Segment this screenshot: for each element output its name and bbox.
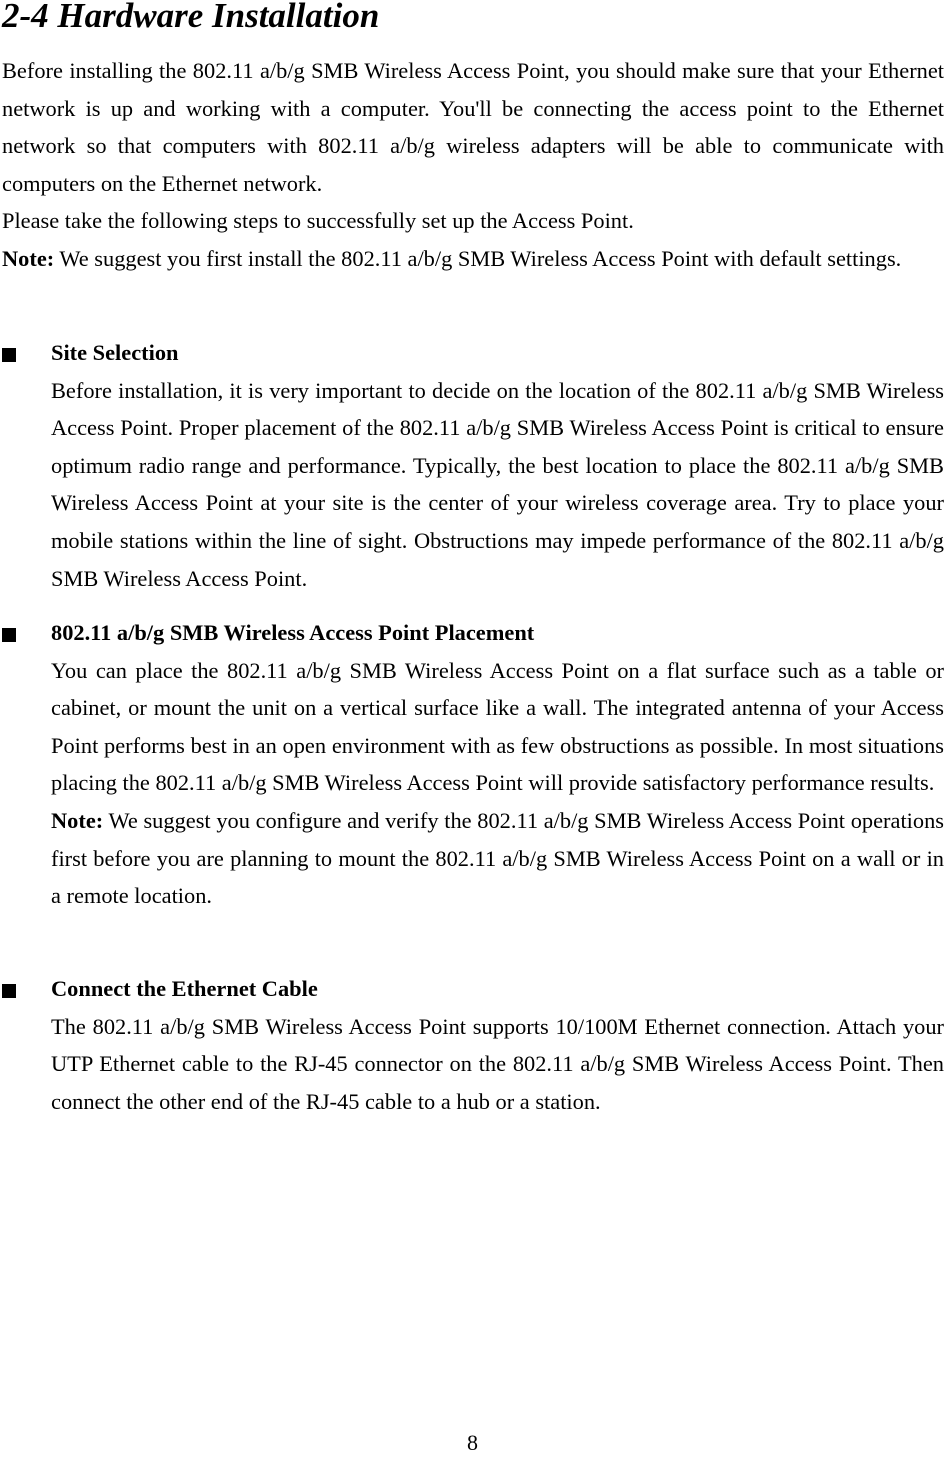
square-bullet-icon: [2, 348, 16, 362]
intro-paragraph: Before installing the 802.11 a/b/g SMB Wireless Access Point, you should make sure that your Ethernet network is up and working with a computer. You'll be connecting the access point to the Ethernet network so that computers with 802.11 a/b/g wireless adapters will be able to communicate with computers on the Ethernet network.: [2, 58, 944, 196]
section-paragraph: You can place the 802.11 a/b/g SMB Wireless Access Point on a flat surface such as a table or cabinet, or mount the unit on a vertical surface like a wall. The integrated antenna of your Access Point performs best in an open environment with as few obstructions as possible. In most situations placing the 802.11 a/b/g SMB Wireless Access Point will provide satisfactory performance results.: [51, 657, 944, 796]
square-bullet-icon: [2, 628, 16, 642]
section-placement: [2, 614, 944, 915]
note-text: We suggest you configure and verify the 802.11 a/b/g SMB Wireless Access Point operations first before you are planning to mount the 802.11 a/b/g SMB Wireless Access Point on a wall or in a remote location.: [51, 807, 944, 909]
page-number: 8: [467, 1430, 478, 1455]
section-paragraph: The 802.11 a/b/g SMB Wireless Access Point supports 10/100M Ethernet connection. Attach your UTP Ethernet cable to the RJ-45 connector on the 802.11 a/b/g SMB Wireless Access Point. Then connect the other end of the RJ-45 cable to a hub or a station.: [51, 1013, 944, 1114]
section-site-selection: [2, 334, 944, 597]
section-title: Site Selection: [51, 340, 179, 365]
section-note: [51, 802, 944, 915]
note-label: Note:: [51, 807, 104, 833]
section-body: [51, 372, 944, 598]
section-body: [51, 1008, 944, 1121]
section-body: [51, 652, 944, 915]
intro-note: [2, 240, 944, 278]
section-ethernet-cable: [2, 970, 944, 1120]
note-text: We suggest you first install the 802.11 a/b/g SMB Wireless Access Point with default settings.: [54, 245, 902, 271]
intro-block: [2, 52, 944, 278]
section-heading: 2-4 Hardware Installation: [2, 0, 380, 35]
section-title: 802.11 a/b/g SMB Wireless Access Point Placement: [51, 620, 535, 645]
section-title: Connect the Ethernet Cable: [51, 976, 318, 1001]
note-label: Note:: [2, 245, 55, 271]
section-paragraph: Before installation, it is very important to decide on the location of the 802.11 a/b/g SMB Wireless Access Point. Proper placement of the 802.11 a/b/g SMB Wireless Access Point is critical to ensure optimum radio range and performance. Typically, the best location to place the 802.11 a/b/g SMB Wireless Access Point at your site is the center of your wireless coverage area. Try to place your mobile stations within the line of sight. Obstructions may impede performance of the 802.11 a/b/g SMB Wireless Access Point.: [51, 377, 944, 591]
square-bullet-icon: [2, 984, 16, 998]
intro-steps-line: Please take the following steps to successfully set up the Access Point.: [2, 208, 634, 234]
